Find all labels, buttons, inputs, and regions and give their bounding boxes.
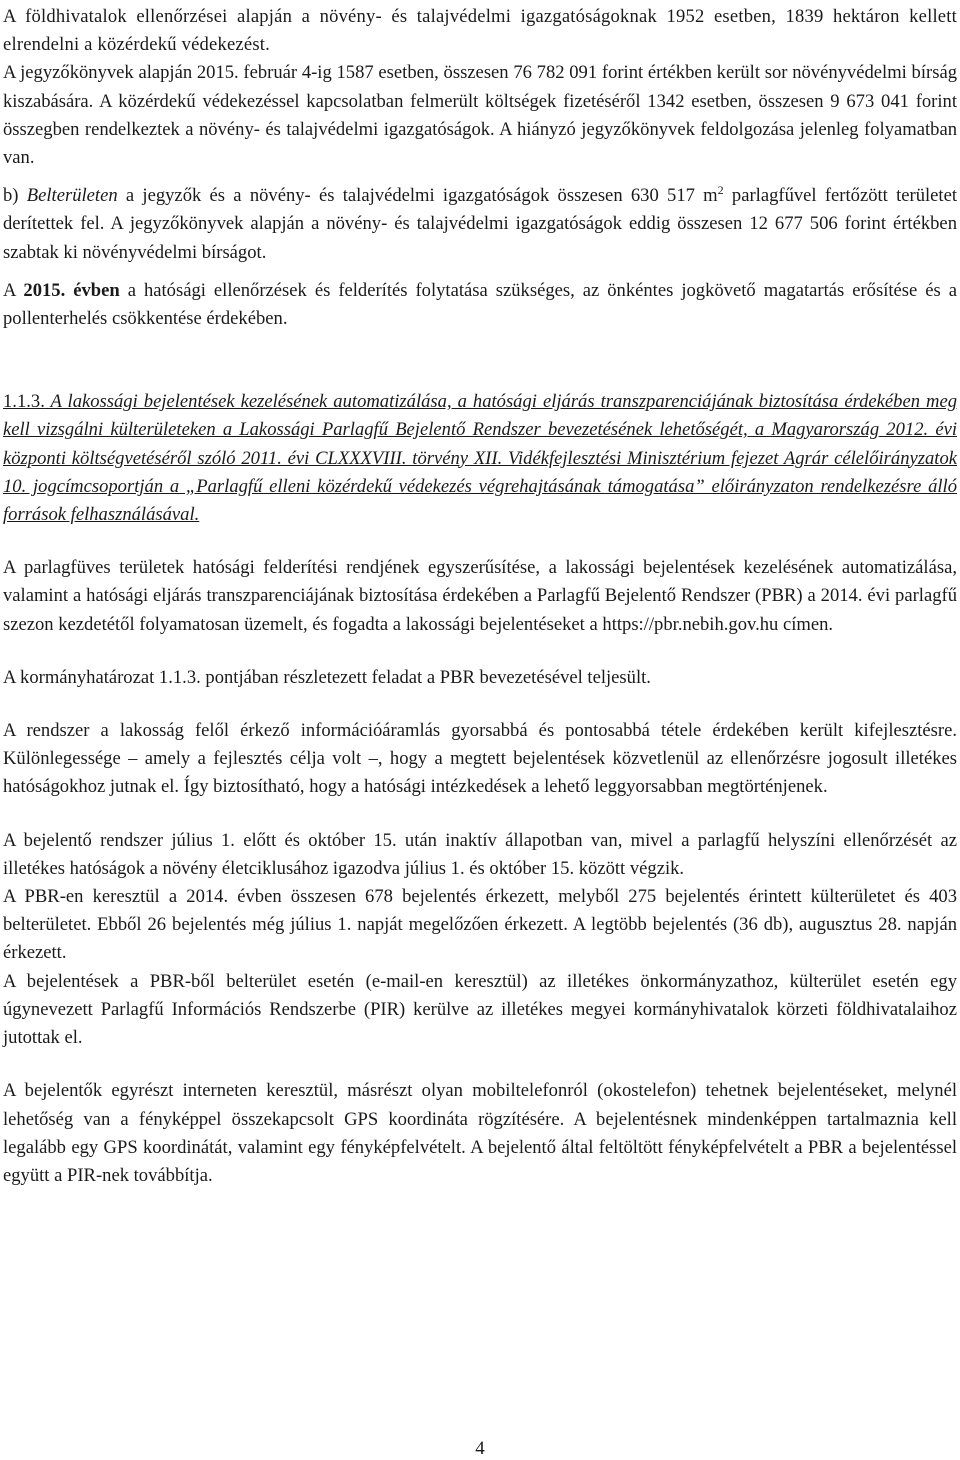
paragraph-2015-plan (3, 277, 957, 333)
paragraph-pbr-intro: A parlagfüves területek hatósági felderítési rendjének egyszerűsítése, a lakossági bejelentések kezelésének automatizálása, valamint a hatósági eljárás transzparenciájának biztosítása érdekében a Parlagfű Bejelentő Rendszer (PBR) a 2014. évi parlagfű szezon kezdetétől folyamatosan üzemelt, és fogadta a lakossági bejelentéseket a https://pbr.nebih.gov.hu címen. (3, 557, 957, 635)
text-segment: parlagfűvel fertőzött területet derítettek fel. A jegyzőkönyvek alapján a növény- és talajvédelmi igazgatóságok eddig összesen 12 677 506 forint értékben szabtak ki növényvédelmi bírságot. (3, 185, 958, 263)
superscript-unit: 2 (717, 183, 724, 198)
paragraph-inner-areas (3, 182, 957, 267)
text-segment: A (3, 279, 24, 301)
paragraph-reporting-channels: A bejelentők egyrészt interneten keresztül, másrészt olyan mobiltelefonról (okostelefon) tehetnek bejelentéseket, melynél lehetőség van a fényképpel összekapcsolt GPS koordináta rögzítésére. A bejelentésnek mindenképpen tartalmaznia kell legalább egy GPS koordinátát, valamint egy fényképfelvételt. A bejelentő által feltöltött fényképfelvételt a PBR a bejelentéssel együtt a PIR-nek továbbítja. (3, 1080, 957, 1186)
section-heading-1-1-3 (3, 388, 957, 529)
section-text: A lakossági bejelentések kezelésének automatizálása, a hatósági eljárás transzparenciájának biztosítása érdekében meg kell vizsgálni külterületeken a Lakossági Parlagfű Bejelentő Rendszer bevezetésének lehetőségét, a Magyarország 2012. évi központi költségvetéséről szóló 2011. évi CLXXXVIII. törvény XII. Vidékfejlesztési Minisztérium fejezet Agrár célelőirányzatok 10. jogcímcsoportján a „Parlagfű elleni közérdekű védekezés végrehajtásának támogatása” előirányzaton rendelkezésre álló források felhasználásával. (3, 391, 957, 526)
bold-evben: évben (73, 279, 120, 301)
paragraph-fines: A jegyzőkönyvek alapján 2015. február 4-ig 1587 esetben, összesen 76 782 091 forint értékben került sor növényvédelmi bírság kiszabására. A közérdekű védekezéssel kapcsolatban felmerült költségek fizetéséről 1342 esetben, összesen 9 673 041 forint összegben rendelkeztek a növény- és talajvédelmi igazgatóságok. A hiányzó jegyzőkönyvek feldolgozása jelenleg folyamatban van. (3, 62, 957, 169)
section-number: 1.1.3. (3, 391, 45, 413)
paragraph-routing: A bejelentések a PBR-ből belterület esetén (e-mail-en keresztül) az illetékes önkormányzathoz, külterület esetén egy úgynevezett Parlagfű Információs Rendszerbe (PIR) kerülve az illetékes megyei kormányhivatalok körzeti földhivatalaihoz jutottak el. (3, 970, 957, 1049)
paragraph-system-purpose: A rendszer a lakosság felől érkező információáramlás gyorsabbá és pontosabbá tétele érdekében került kifejlesztésre. Különlegessége – amely a fejlesztés célja volt –, hogy a megtett bejelentések közvetlenül az ellenőrzésre jogosult illetékes hatóságokhoz jutnak el. Így biztosítható, hogy a hatósági intézkedések a lehető leggyorsabban megtörténjenek. (3, 720, 957, 798)
text-segment: a jegyzők és a növény- és talajvédelmi igazgatóságok összesen 630 517 m (117, 185, 718, 207)
paragraph-2014-stats: A PBR-en keresztül a 2014. évben összesen 678 bejelentés érkezett, melyből 275 bejelentés érintett külterületet és 403 belterületet. Ebből 26 bejelentés még július 1. napját megelőzően érkezett. A legtöbb bejelentés (36 db), augusztus 28. napján érkezett. (3, 886, 957, 964)
text-segment: a hatósági ellenőrzések és felderítés folytatása szükséges, az önkéntes jogkövető magatartás erősítése és a pollenterhelés csökkentése érdekében. (3, 279, 957, 330)
bold-year: 2015. (23, 279, 66, 301)
page-number: 4 (475, 1438, 485, 1459)
paragraph-inactive-period: A bejelentő rendszer július 1. előtt és október 15. után inaktív állapotban van, mivel a parlagfű helyszíni ellenőrzését az illetékes hatóságok a növény életciklusához igazodva július 1. és október 15. között végzik. (3, 829, 957, 879)
paragraph-government-decision: A kormányhatározat 1.1.3. pontjában részletezett feladat a PBR bevezetésével teljesült. (3, 666, 651, 688)
document-page (3, 3, 957, 1190)
list-marker: b) (3, 185, 27, 207)
emphasis-belteruleten: Belterületen (26, 185, 118, 207)
paragraph-inspections: A földhivatalok ellenőrzései alapján a növény- és talajvédelmi igazgatóságoknak 1952 esetben, 1839 hektáron kellett elrendelni a közérdekű védekezést. (3, 6, 957, 56)
